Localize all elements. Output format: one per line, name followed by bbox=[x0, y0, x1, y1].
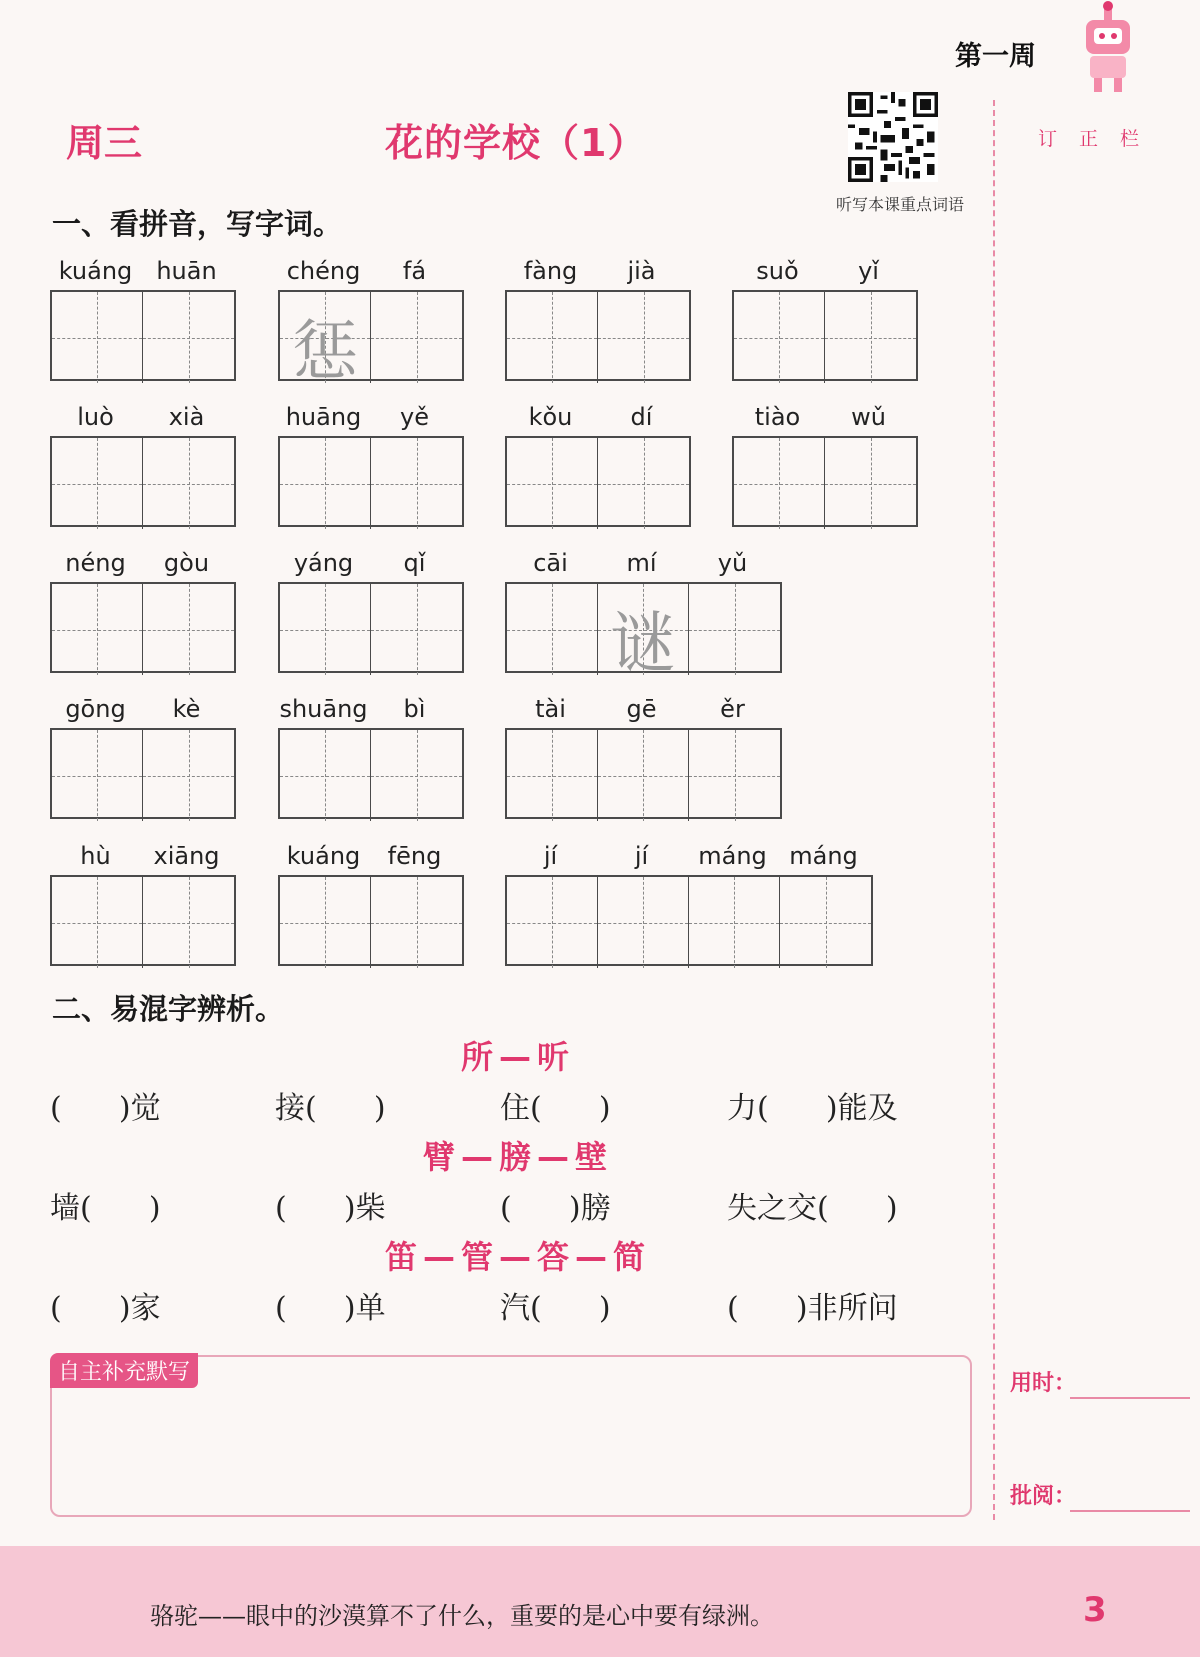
character-writing-box[interactable] bbox=[507, 584, 598, 675]
pinyin-syllable: jí bbox=[543, 842, 558, 870]
writing-boxes bbox=[50, 290, 236, 381]
character-writing-box[interactable] bbox=[598, 877, 689, 968]
hint-character: 谜 bbox=[610, 605, 676, 682]
fill-in-word[interactable]: 汽( ) bbox=[500, 1291, 611, 1326]
supplement-label: 自主补充默写 bbox=[50, 1353, 198, 1388]
confusable-set-heading bbox=[215, 1032, 815, 1078]
confusable-set-heading bbox=[215, 1132, 815, 1178]
character-writing-box[interactable] bbox=[507, 730, 598, 821]
character-writing-box[interactable] bbox=[598, 292, 689, 383]
fill-in-word[interactable]: 住( ) bbox=[500, 1091, 611, 1126]
pinyin-syllable: cāi bbox=[533, 549, 568, 577]
fill-in-word[interactable]: ( )非所问 bbox=[727, 1291, 898, 1326]
character-writing-box[interactable] bbox=[280, 730, 371, 821]
confusable-character: 壁 bbox=[575, 1138, 608, 1176]
pinyin-syllable: xià bbox=[168, 403, 205, 431]
footer-quote: 骆驼——眼中的沙漠算不了什么，重要的是心中要有绿洲。 bbox=[150, 1602, 774, 1630]
pinyin-syllable: xiāng bbox=[153, 842, 220, 870]
pinyin-syllable: dí bbox=[630, 403, 653, 431]
confusable-character: 臂 bbox=[422, 1138, 455, 1176]
pinyin-syllable: gē bbox=[626, 695, 657, 723]
character-writing-box[interactable] bbox=[371, 730, 462, 821]
character-writing-box[interactable] bbox=[689, 730, 780, 821]
separator-dash: — bbox=[460, 1138, 493, 1176]
character-writing-box[interactable] bbox=[143, 438, 234, 529]
writing-boxes bbox=[505, 875, 873, 966]
pinyin-syllable: shuāng bbox=[279, 695, 368, 723]
pinyin-syllable: tài bbox=[535, 695, 566, 723]
fill-in-word[interactable]: ( )膀 bbox=[500, 1191, 611, 1226]
character-writing-box[interactable] bbox=[598, 730, 689, 821]
character-writing-box[interactable] bbox=[734, 438, 825, 529]
fill-in-word[interactable]: ( )单 bbox=[275, 1291, 386, 1326]
pinyin-syllable: mí bbox=[626, 549, 657, 577]
fill-in-word[interactable]: ( )觉 bbox=[50, 1091, 161, 1126]
character-writing-box[interactable] bbox=[507, 877, 598, 968]
review-line[interactable] bbox=[1070, 1510, 1190, 1512]
separator-dash: — bbox=[499, 1038, 531, 1076]
character-writing-box[interactable] bbox=[280, 877, 371, 968]
week-label: 第一周 bbox=[955, 41, 1036, 72]
section1-title: 一、看拼音，写字词。 bbox=[52, 207, 343, 241]
writing-boxes bbox=[278, 875, 464, 966]
fill-in-word[interactable]: ( )家 bbox=[50, 1291, 161, 1326]
pinyin-syllable: chéng bbox=[286, 257, 361, 285]
writing-boxes bbox=[505, 290, 691, 381]
character-writing-box[interactable] bbox=[598, 438, 689, 529]
pinyin-syllable: yǔ bbox=[717, 549, 748, 577]
separator-dash: — bbox=[537, 1138, 569, 1176]
character-writing-box[interactable] bbox=[825, 292, 916, 383]
character-writing-box[interactable] bbox=[52, 730, 143, 821]
day-title: 周三 bbox=[66, 121, 143, 165]
hint-character: 惩 bbox=[292, 313, 358, 390]
character-writing-box[interactable] bbox=[689, 877, 780, 968]
pinyin-syllable: kè bbox=[172, 695, 201, 723]
writing-boxes bbox=[278, 436, 464, 527]
writing-boxes bbox=[505, 728, 782, 819]
pinyin-syllable: wǔ bbox=[851, 403, 886, 431]
character-writing-box[interactable] bbox=[371, 438, 462, 529]
character-writing-box[interactable] bbox=[780, 877, 871, 968]
pinyin-syllable: yě bbox=[400, 403, 429, 431]
robot-mascot-icon bbox=[1068, 0, 1148, 95]
character-writing-box[interactable] bbox=[143, 730, 234, 821]
pinyin-syllable: néng bbox=[65, 549, 126, 577]
separator-dash: — bbox=[575, 1238, 608, 1276]
character-writing-box[interactable] bbox=[143, 877, 234, 968]
character-writing-box[interactable] bbox=[507, 438, 598, 529]
pinyin-syllable: gōng bbox=[65, 695, 126, 723]
writing-boxes bbox=[505, 436, 691, 527]
character-writing-box[interactable] bbox=[143, 292, 234, 383]
pinyin-syllable: kǒu bbox=[528, 403, 573, 431]
qr-caption: 听写本课重点词语 bbox=[835, 195, 964, 214]
pinyin-syllable: yǐ bbox=[858, 257, 879, 285]
pinyin-syllable: fá bbox=[402, 257, 427, 285]
confusable-character: 答 bbox=[537, 1238, 570, 1276]
pinyin-syllable: fēng bbox=[387, 842, 442, 870]
pinyin-syllable: yáng bbox=[293, 549, 354, 577]
writing-boxes bbox=[50, 728, 236, 819]
character-writing-box[interactable] bbox=[280, 438, 371, 529]
page-number: 3 bbox=[1083, 1590, 1107, 1630]
confusable-character: 管 bbox=[460, 1238, 493, 1276]
time-used-line[interactable] bbox=[1070, 1397, 1190, 1399]
time-used-label: 用时： bbox=[1010, 1371, 1077, 1396]
character-writing-box[interactable] bbox=[52, 438, 143, 529]
writing-boxes bbox=[50, 875, 236, 966]
writing-boxes bbox=[50, 436, 236, 527]
pinyin-syllable: huāng bbox=[285, 403, 362, 431]
character-writing-box[interactable] bbox=[371, 877, 462, 968]
pinyin-syllable: suǒ bbox=[756, 257, 799, 285]
writing-boxes bbox=[278, 290, 464, 390]
pinyin-syllable: jià bbox=[627, 257, 656, 285]
confusable-set-heading bbox=[215, 1232, 815, 1278]
fill-in-word[interactable]: 墙( ) bbox=[50, 1191, 161, 1226]
character-writing-box[interactable] bbox=[52, 292, 143, 383]
pinyin-syllable: tiào bbox=[754, 403, 801, 431]
pinyin-syllable: fàng bbox=[523, 257, 578, 285]
fill-in-word[interactable]: ( )柴 bbox=[275, 1191, 386, 1226]
character-writing-box[interactable] bbox=[825, 438, 916, 529]
correction-divider bbox=[993, 100, 995, 1520]
pinyin-syllable: máng bbox=[789, 842, 858, 870]
character-writing-box[interactable] bbox=[598, 584, 689, 682]
character-writing-box[interactable] bbox=[52, 877, 143, 968]
lesson-title: 花的学校（1） bbox=[385, 121, 647, 165]
pinyin-syllable: qǐ bbox=[403, 549, 426, 577]
character-writing-box[interactable] bbox=[507, 292, 598, 383]
confusable-character: 笛 bbox=[384, 1238, 417, 1276]
character-writing-box[interactable] bbox=[280, 292, 371, 390]
character-writing-box[interactable] bbox=[52, 584, 143, 675]
character-writing-box[interactable] bbox=[734, 292, 825, 383]
pinyin-syllable: hù bbox=[80, 842, 111, 870]
fill-in-word[interactable]: 接( ) bbox=[275, 1091, 386, 1126]
character-writing-box[interactable] bbox=[371, 292, 462, 383]
writing-boxes bbox=[732, 290, 918, 381]
pinyin-syllable: máng bbox=[698, 842, 767, 870]
fill-in-word[interactable]: 力( )能及 bbox=[727, 1091, 898, 1126]
correction-column-label: 订正栏 bbox=[1038, 128, 1162, 150]
confusable-character: 膀 bbox=[498, 1138, 531, 1176]
pinyin-syllable: luò bbox=[77, 403, 114, 431]
pinyin-syllable: gòu bbox=[163, 549, 210, 577]
character-writing-box[interactable] bbox=[280, 584, 371, 675]
confusable-character: 所 bbox=[460, 1038, 493, 1076]
pinyin-syllable: kuáng bbox=[286, 842, 361, 870]
pinyin-syllable: jí bbox=[634, 842, 649, 870]
pinyin-syllable: ěr bbox=[720, 695, 745, 723]
pinyin-syllable: bì bbox=[403, 695, 426, 723]
writing-boxes bbox=[278, 728, 464, 819]
pinyin-syllable: kuáng bbox=[58, 257, 133, 285]
pinyin-syllable: huān bbox=[156, 257, 217, 285]
qr-code-icon[interactable] bbox=[848, 92, 938, 182]
character-writing-box[interactable] bbox=[143, 584, 234, 675]
character-writing-box[interactable] bbox=[371, 584, 462, 675]
confusable-character: 听 bbox=[537, 1038, 570, 1076]
character-writing-box[interactable] bbox=[689, 584, 780, 675]
fill-in-word[interactable]: 失之交( ) bbox=[727, 1191, 898, 1226]
writing-boxes bbox=[50, 582, 236, 673]
separator-dash: — bbox=[422, 1238, 455, 1276]
section2-title: 二、易混字辨析。 bbox=[52, 992, 285, 1026]
writing-boxes bbox=[732, 436, 918, 527]
separator-dash: — bbox=[499, 1238, 531, 1276]
review-label: 批阅： bbox=[1010, 1484, 1077, 1509]
confusable-character: 简 bbox=[613, 1238, 646, 1276]
writing-boxes bbox=[278, 582, 464, 673]
writing-boxes bbox=[505, 582, 782, 682]
